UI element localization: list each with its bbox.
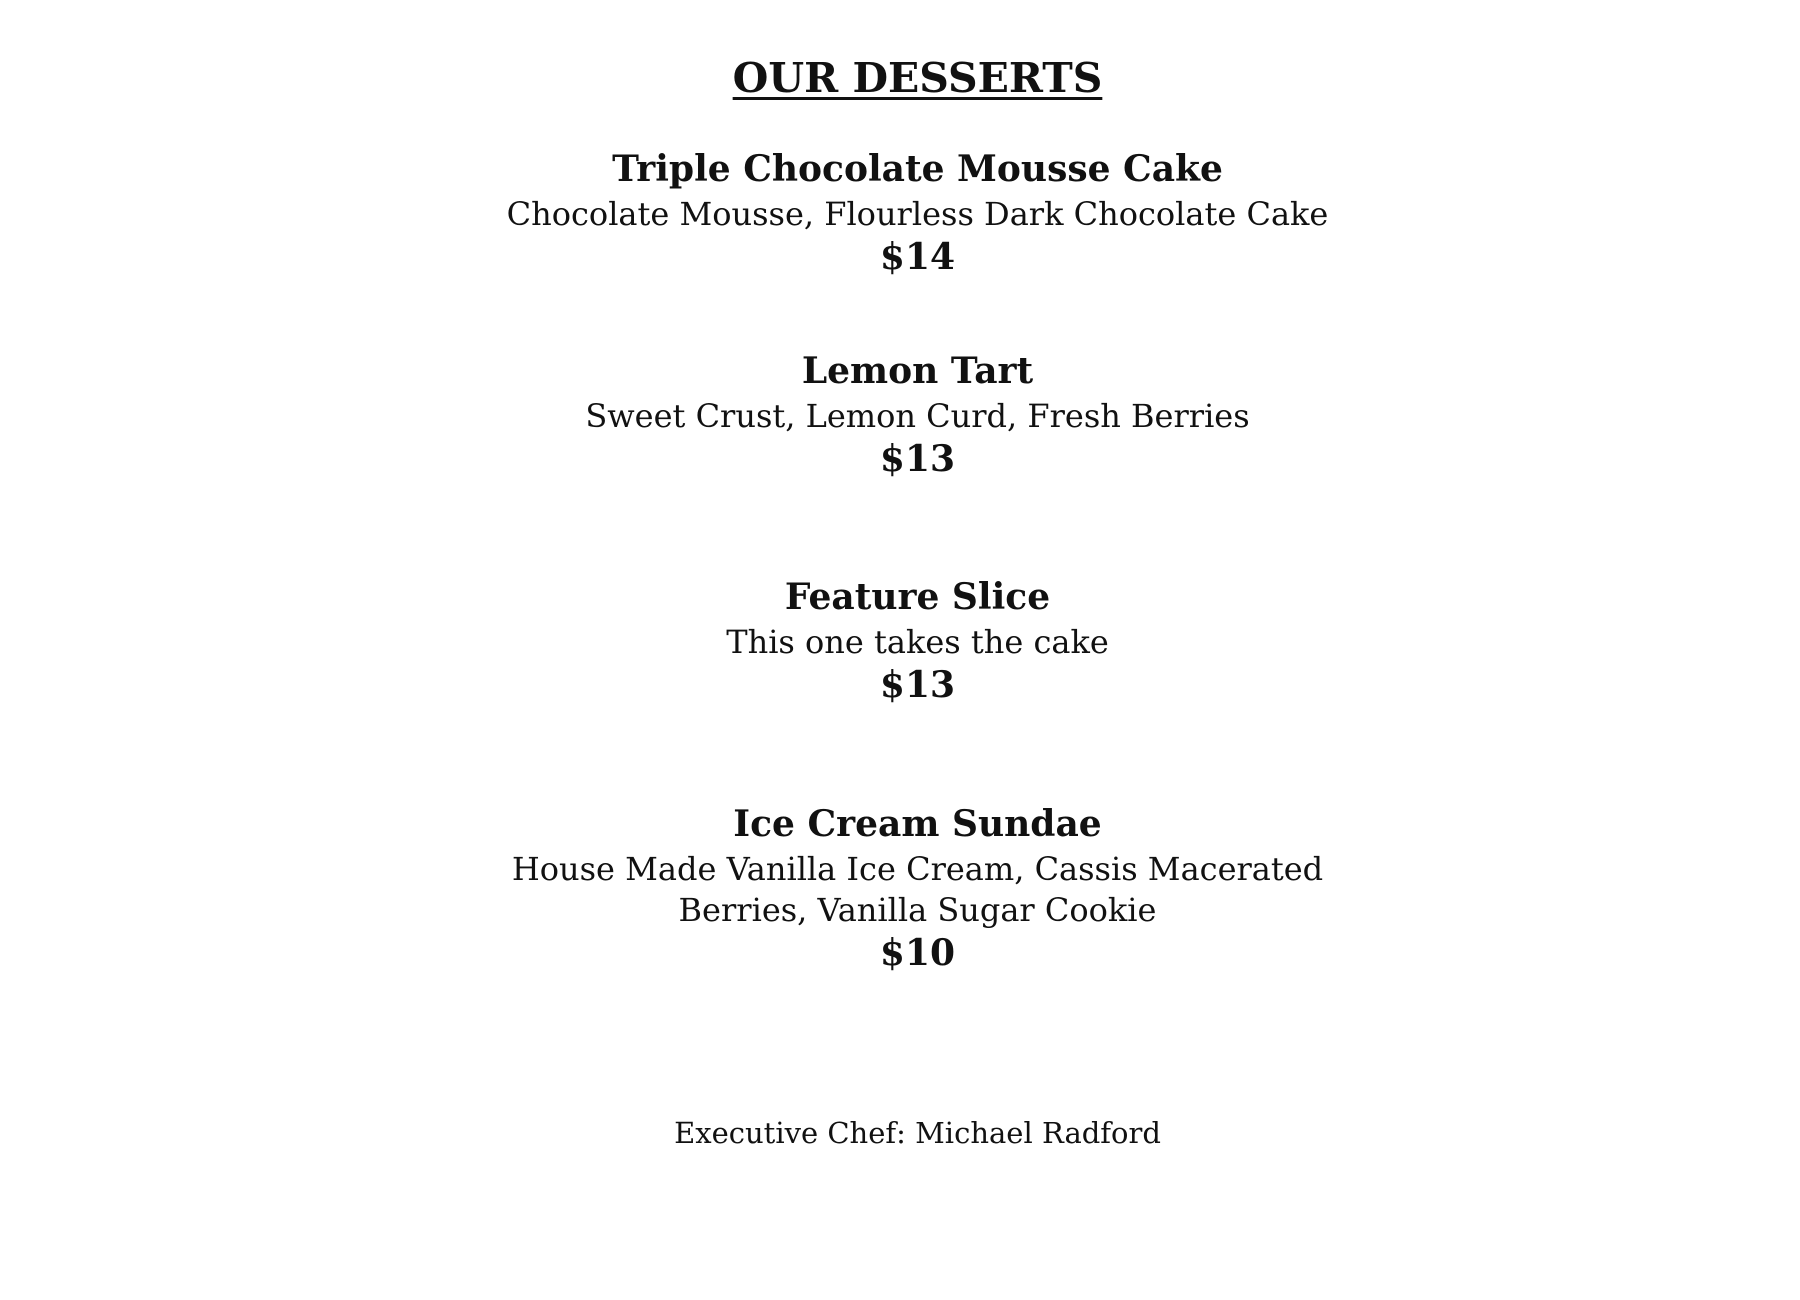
item-description: This one takes the cake	[726, 623, 1109, 661]
item-price: $13	[879, 664, 956, 706]
item-price: $14	[879, 236, 956, 278]
item-price: $13	[879, 438, 956, 480]
item-name: Feature Slice	[784, 576, 1051, 618]
item-name: Ice Cream Sundae	[733, 803, 1102, 845]
item-name: Triple Chocolate Mousse Cake	[612, 148, 1223, 190]
page-title: OUR DESSERTS	[732, 54, 1103, 102]
item-description: House Made Vanilla Ice Cream, Cassis Macerated	[511, 850, 1324, 888]
item-name: Lemon Tart	[801, 350, 1034, 392]
item-description: Sweet Crust, Lemon Curd, Fresh Berries	[585, 397, 1250, 435]
item-description: Berries, Vanilla Sugar Cookie	[678, 891, 1157, 929]
item-price: $10	[879, 932, 956, 974]
chef-credit: Executive Chef: Michael Radford	[674, 1116, 1161, 1150]
item-description: Chocolate Mousse, Flourless Dark Chocolate Cake	[506, 195, 1329, 233]
